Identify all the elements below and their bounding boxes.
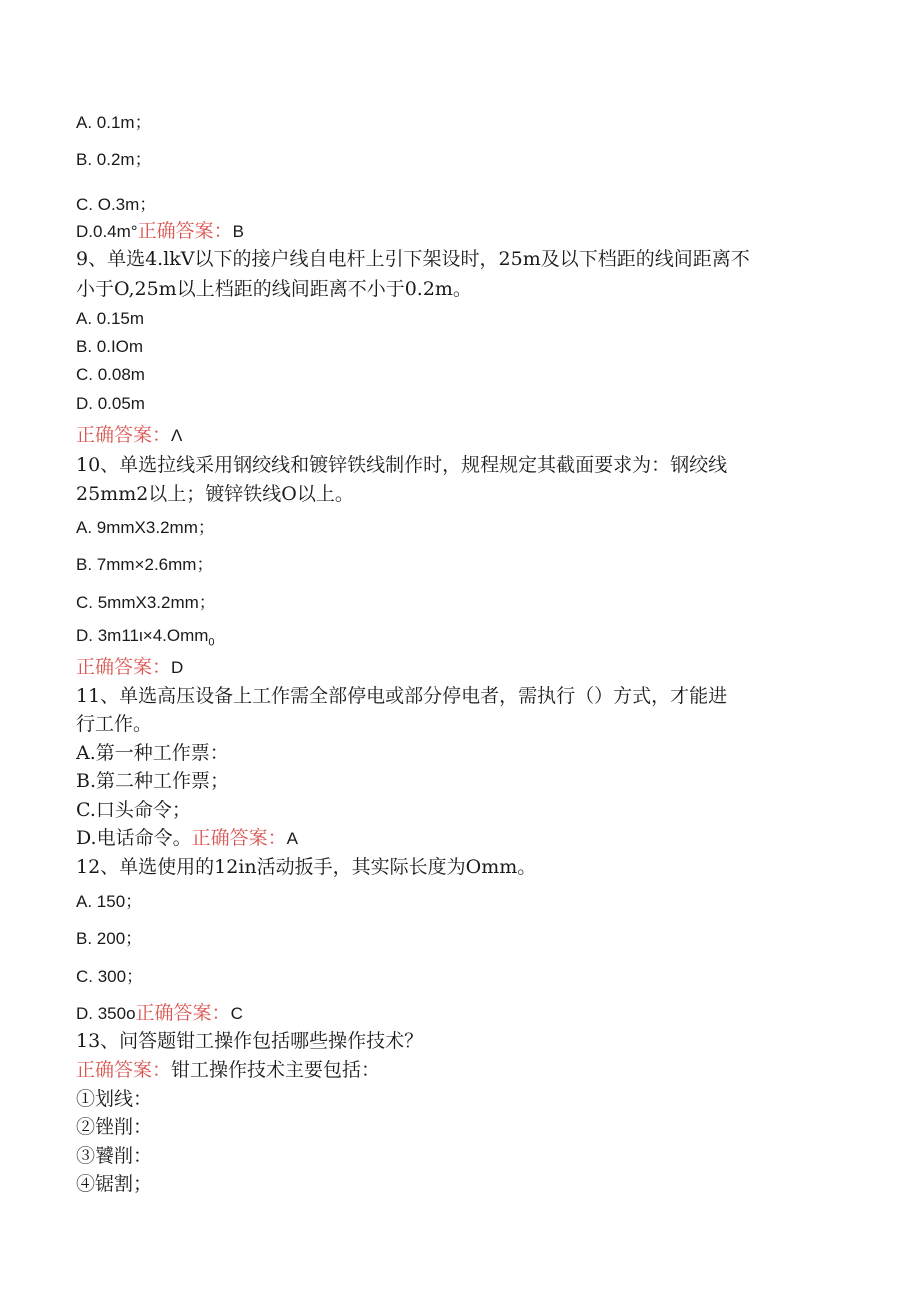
q9-answer-label: 正确答案： [76,424,172,446]
q11-answer-value: A [286,829,298,848]
q10-option-b: B. 7mm×2.6mm； [76,555,214,574]
q10-option-d-line [76,627,215,648]
q11-stem-line1: 11、单选高压设备上工作需全部停电或部分停电者，需执行（）方式，才能进 [76,685,728,707]
q13-item-2: ②锉削： [76,1116,153,1138]
q9-option-a: A. 0.15m [76,309,145,328]
q9-option-b: B. 0.IOm [76,337,144,356]
q10-option-c: C. 5mmX3.2mm； [76,593,216,612]
q13-item-3: ③饕削： [76,1145,153,1167]
q10-answer-value: D [171,658,184,677]
q10-stem-line1: 10、单选拉线采用钢绞线和镀锌铁线制作时，规程规定其截面要求为：钢绞线 [76,454,728,476]
q8-answer-value: B [232,222,244,241]
q10-stem-line2: 25mm2以上；镀锌铁线O以上。 [76,483,354,505]
q11-option-c: C.口头命令； [76,799,191,821]
q8-option-c: C. O.3m； [76,195,157,214]
q11-stem-line2: 行工作。 [76,713,153,735]
q11-option-d: D.电话命令。 [76,827,192,849]
q11-option-d-line [76,829,298,848]
q13-stem: 13、问答题钳工操作包括哪些操作技术？ [76,1030,424,1052]
q13-item-1: ①划线： [76,1088,153,1110]
q11-answer-label: 正确答案： [191,827,287,849]
q8-option-a: A. 0.1m； [76,113,152,132]
q10-option-d: D. 3m11ι×4.Omm [76,626,209,645]
q13-answer-line [76,1061,380,1080]
q8-answer-label: 正确答案： [137,220,233,242]
q9-stem-line2: 小于O,25m以上档距的线间距离不小于0.2m。 [76,278,472,300]
q12-option-c: C. 300； [76,967,144,986]
q9-answer-line [76,426,182,445]
q12-option-b: B. 200； [76,929,143,948]
q12-option-d-line [76,1004,243,1023]
q11-option-a: A.第一种工作票： [76,742,229,764]
q8-option-b: B. 0.2m； [76,150,152,169]
q13-item-4: ④锯割； [76,1173,153,1195]
q12-answer-value: C [230,1004,243,1023]
q12-option-d: D. 350o [76,1004,136,1023]
q10-answer-label: 正确答案： [76,656,172,678]
q9-option-c: C. 0.08m [76,365,145,384]
q10-option-a: A. 9mmX3.2mm； [76,518,215,537]
q10-option-d-subscript: 0 [208,636,215,649]
q8-option-d: D.0.4m° [76,222,138,241]
q13-answer-text: 钳工操作技术主要包括： [171,1059,381,1081]
q13-answer-label: 正确答案： [76,1059,172,1081]
q9-stem-line1: 9、单选4.lkV以下的接户线自电杆上引下架设时，25m及以下档距的线间距离不 [76,248,750,270]
q10-answer-line [76,658,183,677]
q9-option-d: D. 0.05m [76,394,145,413]
q8-option-d-line [76,222,244,241]
q9-answer-value: Λ [171,426,183,445]
q11-option-b: B.第二种工作票； [76,770,230,792]
q12-answer-label: 正确答案： [135,1002,231,1024]
q12-stem: 12、单选使用的12in活动扳手，其实际长度为Omm。 [76,856,537,878]
q12-option-a: A. 150； [76,892,143,911]
